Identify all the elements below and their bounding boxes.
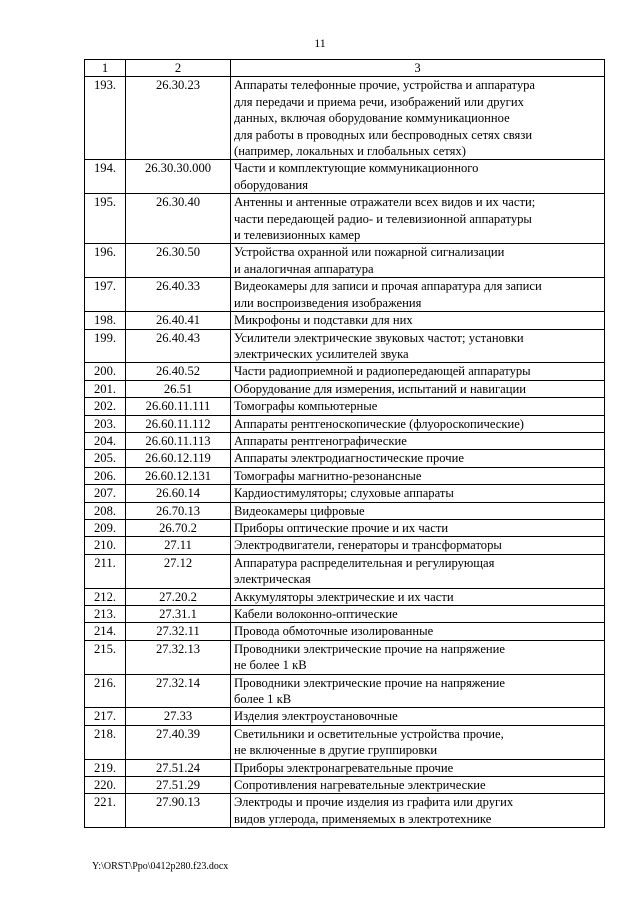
description-line: Микрофоны и подставки для них	[234, 313, 413, 328]
product-description	[231, 759, 605, 776]
product-description	[231, 794, 605, 828]
description-line: Оборудование для измерения, испытаний и навигации	[234, 381, 526, 396]
description-line: более 1 кВ	[234, 692, 292, 707]
description-line: Проводники электрические прочие на напряжение	[234, 641, 505, 656]
product-description	[231, 450, 605, 467]
description-line: электрических усилителей звука	[234, 346, 409, 361]
table-row	[85, 244, 605, 278]
table-row	[85, 194, 605, 244]
product-description	[231, 278, 605, 312]
row-number: 198.	[85, 312, 126, 329]
table-row	[85, 278, 605, 312]
description-line: Кардиостимуляторы; слуховые аппараты	[234, 486, 454, 501]
description-line: Части и комплектующие коммуникационного	[234, 161, 479, 176]
row-number: 200.	[85, 363, 126, 380]
description-line: (например, локальных и глобальных сетях)	[234, 144, 466, 159]
table-row	[85, 329, 605, 363]
description-line: Аппараты рентгенографические	[234, 433, 407, 448]
row-number: 193.	[85, 77, 126, 160]
product-description	[231, 329, 605, 363]
okpd-code: 27.31.1	[126, 606, 231, 623]
description-line: Проводники электрические прочие на напряжение	[234, 675, 505, 690]
product-description	[231, 398, 605, 415]
table-row	[85, 759, 605, 776]
description-line: видов углерода, применяемых в электротехнике	[234, 811, 492, 826]
okpd-code: 26.40.43	[126, 329, 231, 363]
description-line: Аппараты рентгеноскопические (флуороскопические)	[234, 416, 525, 431]
okpd-code: 26.30.30.000	[126, 160, 231, 194]
table-row	[85, 640, 605, 674]
product-description	[231, 674, 605, 708]
product-description	[231, 194, 605, 244]
okpd-code: 27.32.13	[126, 640, 231, 674]
table-row	[85, 537, 605, 554]
row-number: 203.	[85, 415, 126, 432]
product-description	[231, 380, 605, 397]
product-description	[231, 485, 605, 502]
okpd-code: 26.70.13	[126, 502, 231, 519]
row-number: 218.	[85, 725, 126, 759]
description-line: Сопротивления нагревательные электрические	[234, 778, 486, 793]
okpd-code: 27.11	[126, 537, 231, 554]
table-row	[85, 502, 605, 519]
row-number: 194.	[85, 160, 126, 194]
description-line: и аналогичная аппаратура	[234, 261, 374, 276]
header-col-1: 1	[85, 60, 126, 77]
row-number: 207.	[85, 485, 126, 502]
description-line: Электродвигатели, генераторы и трансформаторы	[234, 538, 502, 553]
table-row	[85, 398, 605, 415]
description-line: Видеокамеры цифровые	[234, 503, 365, 518]
description-line: Аппаратура распределительная и регулирующая	[234, 555, 495, 570]
row-number: 206.	[85, 467, 126, 484]
okpd-code: 26.40.33	[126, 278, 231, 312]
product-description	[231, 415, 605, 432]
table-row	[85, 674, 605, 708]
product-description	[231, 363, 605, 380]
table-row	[85, 160, 605, 194]
row-number: 199.	[85, 329, 126, 363]
product-description	[231, 708, 605, 725]
row-number: 217.	[85, 708, 126, 725]
description-line: Видеокамеры для записи и прочая аппаратура для записи	[234, 279, 542, 294]
okpd-code: 27.32.14	[126, 674, 231, 708]
description-line: и телевизионных камер	[234, 228, 361, 243]
products-table	[84, 59, 605, 828]
table-header-row	[85, 60, 605, 77]
product-description	[231, 725, 605, 759]
description-line: Светильники и осветительные устройства прочие,	[234, 726, 504, 741]
row-number: 208.	[85, 502, 126, 519]
description-line: Электроды и прочие изделия из графита или других	[234, 795, 514, 810]
row-number: 205.	[85, 450, 126, 467]
description-line: не более 1 кВ	[234, 658, 307, 673]
product-description	[231, 777, 605, 794]
okpd-code: 26.70.2	[126, 519, 231, 536]
row-number: 220.	[85, 777, 126, 794]
table-row	[85, 467, 605, 484]
description-line: или воспроизведения изображения	[234, 295, 422, 310]
okpd-code: 26.60.11.112	[126, 415, 231, 432]
row-number: 195.	[85, 194, 126, 244]
table-row	[85, 432, 605, 449]
product-description	[231, 640, 605, 674]
description-line: Части радиоприемной и радиопередающей аппаратуры	[234, 364, 531, 379]
description-line: Изделия электроустановочные	[234, 709, 398, 724]
product-description	[231, 432, 605, 449]
row-number: 219.	[85, 759, 126, 776]
okpd-code: 26.30.40	[126, 194, 231, 244]
file-path-footer: Y:\ORST\Ppo\0412p280.f23.docx	[92, 861, 229, 872]
table-body	[85, 60, 605, 828]
okpd-code: 26.60.12.131	[126, 467, 231, 484]
okpd-code: 26.30.23	[126, 77, 231, 160]
table-row	[85, 450, 605, 467]
okpd-code: 26.60.11.113	[126, 432, 231, 449]
header-col-3: 3	[231, 60, 605, 77]
description-line: Приборы оптические прочие и их части	[234, 520, 449, 535]
row-number: 212.	[85, 588, 126, 605]
product-description	[231, 623, 605, 640]
okpd-code: 26.60.12.119	[126, 450, 231, 467]
row-number: 221.	[85, 794, 126, 828]
table-row	[85, 725, 605, 759]
okpd-code: 27.40.39	[126, 725, 231, 759]
row-number: 210.	[85, 537, 126, 554]
description-line: не включенные в другие группировки	[234, 743, 438, 758]
row-number: 196.	[85, 244, 126, 278]
product-description	[231, 312, 605, 329]
table-row	[85, 623, 605, 640]
description-line: Томографы магнитно-резонансные	[234, 468, 422, 483]
product-description	[231, 588, 605, 605]
table-row	[85, 588, 605, 605]
okpd-code: 27.51.24	[126, 759, 231, 776]
description-line: Приборы электронагревательные прочие	[234, 760, 454, 775]
page-number: 11	[314, 36, 326, 50]
description-line: для работы в проводных или беспроводных сетях связи	[234, 127, 533, 142]
table-row	[85, 708, 605, 725]
row-number: 211.	[85, 554, 126, 588]
row-number: 201.	[85, 380, 126, 397]
row-number: 213.	[85, 606, 126, 623]
table-row	[85, 777, 605, 794]
table-row	[85, 380, 605, 397]
product-description	[231, 77, 605, 160]
table-row	[85, 485, 605, 502]
product-description	[231, 244, 605, 278]
table-row	[85, 415, 605, 432]
product-description	[231, 554, 605, 588]
description-line: Кабели волоконно-оптические	[234, 607, 398, 621]
row-number: 202.	[85, 398, 126, 415]
product-description	[231, 502, 605, 519]
row-number: 209.	[85, 519, 126, 536]
okpd-code: 26.60.11.111	[126, 398, 231, 415]
okpd-code: 27.90.13	[126, 794, 231, 828]
table-row	[85, 554, 605, 588]
product-description	[231, 467, 605, 484]
row-number: 197.	[85, 278, 126, 312]
row-number: 216.	[85, 674, 126, 708]
table-row	[85, 794, 605, 828]
description-line: Усилители электрические звуковых частот; установки	[234, 330, 524, 345]
okpd-code: 26.40.41	[126, 312, 231, 329]
table-row	[85, 363, 605, 380]
description-line: данных, включая оборудование коммуникационное	[234, 111, 510, 126]
description-line: Антенны и антенные отражатели всех видов и их части;	[234, 195, 536, 210]
row-number: 204.	[85, 432, 126, 449]
okpd-code: 27.51.29	[126, 777, 231, 794]
okpd-code: 27.12	[126, 554, 231, 588]
product-description	[231, 519, 605, 536]
description-line: Томографы компьютерные	[234, 399, 378, 414]
description-line: оборудования	[234, 177, 308, 192]
header-col-2: 2	[126, 60, 231, 77]
description-line: Устройства охранной или пожарной сигнализации	[234, 245, 505, 260]
okpd-code: 26.60.14	[126, 485, 231, 502]
description-line: Провода обмоточные изолированные	[234, 624, 434, 639]
okpd-code: 26.40.52	[126, 363, 231, 380]
description-line: Аккумуляторы электрические и их части	[234, 589, 454, 604]
table-row	[85, 519, 605, 536]
description-line: части передающей радио- и телевизионной аппаратуры	[234, 211, 532, 226]
okpd-code: 27.33	[126, 708, 231, 725]
product-description	[231, 160, 605, 194]
description-line: Аппараты электродиагностические прочие	[234, 451, 464, 466]
product-description	[231, 606, 605, 623]
table-row	[85, 606, 605, 623]
okpd-code: 27.32.11	[126, 623, 231, 640]
description-line: для передачи и приема речи, изображений или других	[234, 94, 524, 109]
description-line: электрическая	[234, 572, 311, 587]
okpd-code: 26.30.50	[126, 244, 231, 278]
description-line: Аппараты телефонные прочие, устройства и аппаратура	[234, 78, 536, 93]
table-row	[85, 77, 605, 160]
okpd-code: 27.20.2	[126, 588, 231, 605]
row-number: 214.	[85, 623, 126, 640]
okpd-code: 26.51	[126, 380, 231, 397]
table-row	[85, 312, 605, 329]
product-description	[231, 537, 605, 554]
row-number: 215.	[85, 640, 126, 674]
